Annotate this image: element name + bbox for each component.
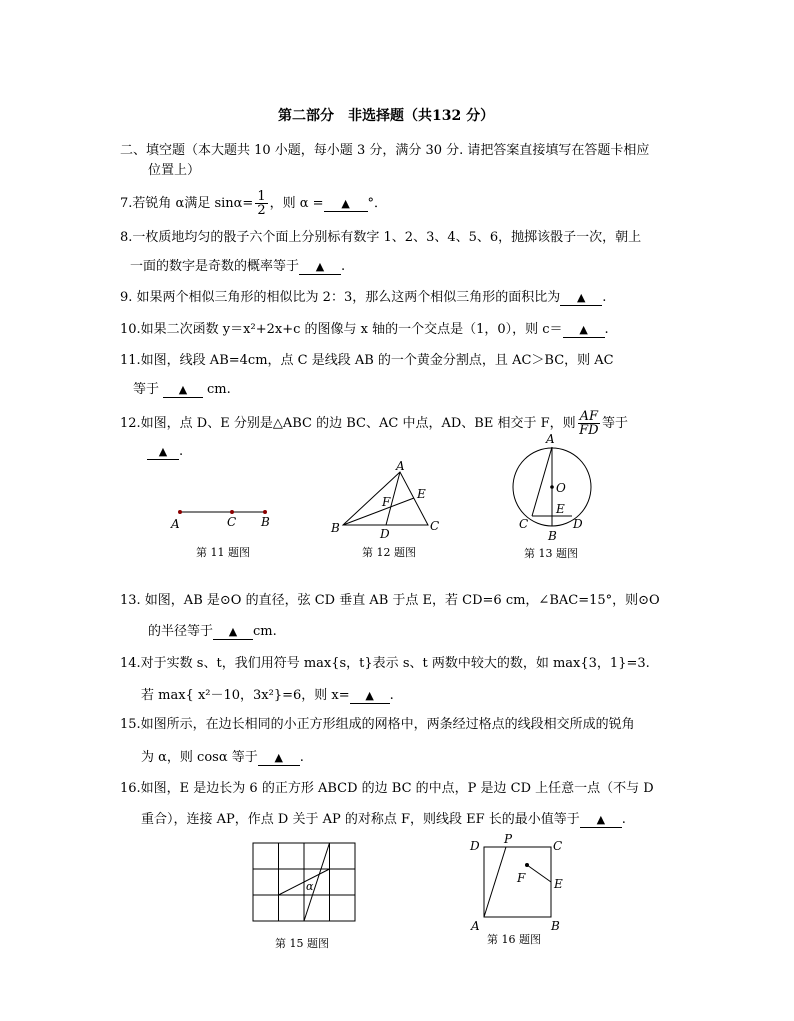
answer-marker-icon: ▲ bbox=[315, 260, 325, 273]
fig11-point-a bbox=[178, 510, 182, 514]
question-13-line2 bbox=[148, 624, 277, 640]
question-14-line2 bbox=[141, 688, 394, 704]
q7-fraction bbox=[255, 190, 267, 217]
fig16-label-a: A bbox=[471, 919, 480, 933]
answer-marker-icon: ▲ bbox=[178, 383, 188, 396]
figure-11 bbox=[165, 500, 285, 540]
figure-15 bbox=[250, 840, 360, 925]
answer-marker-icon: ▲ bbox=[596, 813, 606, 826]
q7-text-mid: ，则 α = bbox=[269, 196, 324, 211]
fig13-label-b: B bbox=[548, 529, 557, 542]
fig12-label-f: F bbox=[382, 495, 391, 509]
q12-denominator: FD bbox=[579, 423, 599, 438]
q14-answer-blank[interactable] bbox=[350, 689, 390, 704]
answer-marker-icon: ▲ bbox=[274, 751, 283, 764]
fig15-alpha: α bbox=[306, 880, 314, 893]
question-8-line2 bbox=[130, 259, 345, 275]
fig13-center-point bbox=[550, 485, 554, 489]
q8-text-post: . bbox=[341, 259, 346, 274]
fig13-chord-ac bbox=[532, 447, 552, 516]
question-7 bbox=[120, 190, 387, 217]
section-intro-line1: 二、填空题（本大题共 10 小题，每小题 3 分，满分 30 分. 请把答案直接填写在答题卡相应 bbox=[120, 143, 650, 158]
answer-marker-icon: ▲ bbox=[576, 291, 586, 304]
q12-numerator: AF bbox=[579, 409, 599, 424]
answer-marker-icon: ▲ bbox=[579, 323, 588, 336]
question-16-line2 bbox=[141, 812, 626, 828]
fig16-caption: 第 16 题图 bbox=[487, 933, 541, 946]
q9-text-pre: 9. 如果两个相似三角形的相似比为 2：3，那么这两个相似三角形的面积比为 bbox=[120, 290, 561, 305]
fig12-median-be bbox=[343, 498, 414, 525]
fig11-point-b bbox=[263, 510, 267, 514]
fig11-label-a: A bbox=[171, 517, 180, 531]
q7-answer-blank[interactable] bbox=[324, 197, 368, 212]
fig13-caption: 第 13 题图 bbox=[524, 547, 578, 560]
fig11-label-b: B bbox=[261, 515, 270, 529]
fig16-label-e: E bbox=[554, 877, 563, 891]
q7-numerator: 1 bbox=[257, 189, 266, 204]
question-9 bbox=[120, 290, 606, 306]
fig16-label-p: P bbox=[504, 832, 513, 846]
figure-12 bbox=[325, 458, 445, 540]
q8-text-pre: 一面的数字是奇数的概率等于 bbox=[130, 259, 300, 274]
q14-text-pre: 若 max{ x²－10，3x²}=6，则 x= bbox=[141, 688, 350, 703]
fig13-label-e: E bbox=[556, 502, 565, 516]
q13-text-post: cm. bbox=[253, 624, 277, 639]
fig11-caption: 第 11 题图 bbox=[196, 546, 250, 559]
q12-text-period: . bbox=[179, 444, 184, 459]
question-15-line2 bbox=[141, 750, 304, 766]
question-10 bbox=[120, 322, 609, 338]
fig13-label-d: D bbox=[573, 517, 583, 531]
figure-13 bbox=[505, 430, 605, 542]
q7-text-pre: 7.若锐角 α满足 sinα= bbox=[120, 196, 254, 211]
answer-marker-icon: ▲ bbox=[228, 625, 238, 638]
section-intro-line2: 位置上） bbox=[148, 163, 201, 178]
question-11-line2 bbox=[133, 382, 231, 398]
fig16-segment-fe bbox=[527, 865, 551, 882]
fig12-label-a: A bbox=[396, 459, 405, 473]
q10-answer-blank[interactable] bbox=[563, 323, 605, 338]
q9-answer-blank[interactable] bbox=[560, 291, 602, 306]
fig12-label-d: D bbox=[380, 527, 390, 540]
question-11-line1: 11.如图，线段 AB=4cm，点 C 是线段 AB 的一个黄金分割点，且 AC＞BC，则 AC bbox=[120, 353, 614, 368]
question-15-line1: 15.如图所示，在边长相同的小正方形组成的网格中，两条经过格点的线段相交所成的锐角 bbox=[120, 717, 635, 732]
q13-answer-blank[interactable] bbox=[213, 625, 253, 640]
fig16-label-c: C bbox=[553, 839, 563, 853]
fig16-point-f bbox=[525, 863, 529, 867]
question-8-line1: 8.一枚质地均匀的骰子六个面上分别标有数字 1、2、3、4、5、6，抛掷该骰子一次，朝上 bbox=[120, 230, 642, 245]
q11-text-post: cm. bbox=[207, 382, 231, 397]
q8-answer-blank[interactable] bbox=[299, 260, 341, 275]
fig16-label-b: B bbox=[551, 919, 560, 933]
fig13-label-a: A bbox=[546, 432, 555, 446]
fig12-label-c: C bbox=[430, 519, 440, 533]
question-16-line1: 16.如图，E 是边长为 6 的正方形 ABCD 的边 BC 的中点，P 是边 CD 上任意一点（不与 D bbox=[120, 781, 654, 796]
question-13-line1: 13. 如图，AB 是⊙O 的直径，弦 CD 垂直 AB 于点 E，若 CD=6 cm，∠BAC=15°，则⊙O bbox=[120, 593, 660, 608]
fig16-segment-ap bbox=[484, 847, 506, 917]
q13-text-pre: 的半径等于 bbox=[148, 624, 214, 639]
fig11-point-c bbox=[230, 510, 234, 514]
q7-denominator: 2 bbox=[257, 203, 266, 218]
fig12-caption: 第 12 题图 bbox=[362, 546, 416, 559]
fig12-label-e: E bbox=[417, 487, 426, 501]
fig11-label-c: C bbox=[227, 515, 237, 529]
q12-text-post: 等于 bbox=[602, 416, 629, 431]
q7-text-post: °． bbox=[367, 196, 388, 211]
question-12-line2 bbox=[147, 444, 183, 460]
fig12-label-b: B bbox=[331, 521, 340, 535]
answer-marker-icon: ▲ bbox=[158, 445, 168, 458]
q15-text-post: . bbox=[299, 750, 304, 765]
q11-answer-blank[interactable] bbox=[163, 383, 203, 398]
fig16-label-d: D bbox=[470, 839, 480, 853]
fig16-label-f: F bbox=[517, 871, 526, 885]
answer-marker-icon: ▲ bbox=[341, 197, 350, 210]
q11-text-pre: 等于 bbox=[133, 382, 160, 397]
q16-text-pre: 重合），连接 AP，作点 D 关于 AP 的对称点 F，则线段 EF 长的最小值等于 bbox=[141, 812, 580, 827]
q16-answer-blank[interactable] bbox=[580, 813, 622, 828]
q14-text-post: . bbox=[389, 688, 394, 703]
q10-text-post: . bbox=[604, 322, 609, 337]
fig13-label-o: O bbox=[556, 481, 566, 495]
q12-text-pre: 12.如图，点 D、E 分别是△ABC 的边 BC、AC 中点，AD、BE 相交于 F，则 bbox=[120, 416, 576, 431]
question-14-line1: 14.对于实数 s、t，我们用符号 max{s，t}表示 s、t 两数中较大的数，如 max{3，1}=3. bbox=[120, 656, 650, 671]
q10-text-pre: 10.如果二次函数 y＝x²+2x+c 的图像与 x 轴的一个交点是（1，0），则 c＝ bbox=[120, 322, 563, 337]
figure-16 bbox=[466, 832, 576, 934]
q12-answer-blank[interactable] bbox=[147, 445, 179, 460]
q9-text-post: . bbox=[602, 290, 607, 305]
q15-text-pre: 为 α，则 cosα 等于 bbox=[141, 750, 258, 765]
fig15-caption: 第 15 题图 bbox=[275, 937, 329, 950]
section-title: 第二部分 非选择题（共132 分） bbox=[278, 108, 495, 124]
fig13-label-c: C bbox=[519, 517, 529, 531]
q15-answer-blank[interactable] bbox=[258, 751, 300, 766]
q16-text-post: . bbox=[621, 812, 626, 827]
answer-marker-icon: ▲ bbox=[365, 689, 374, 702]
